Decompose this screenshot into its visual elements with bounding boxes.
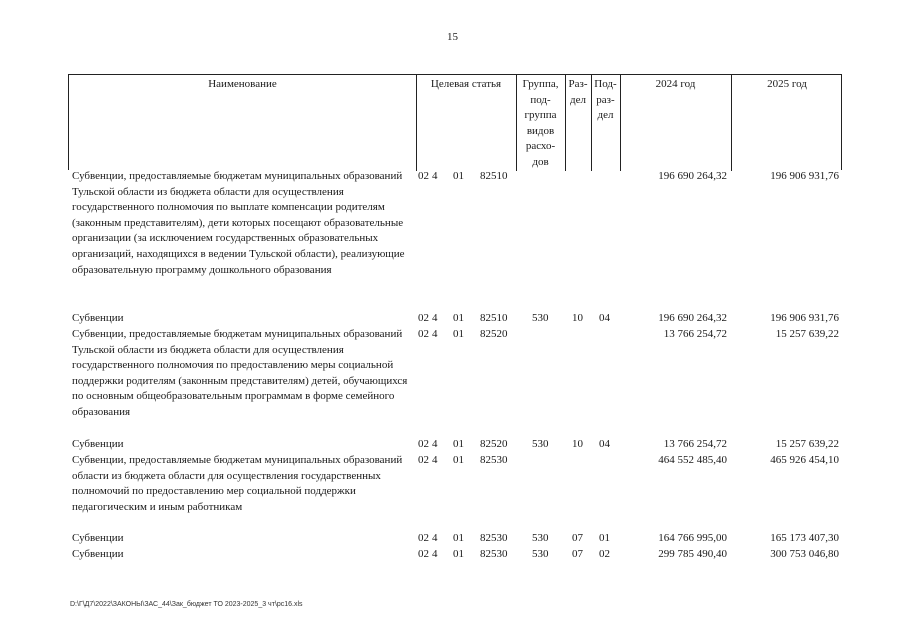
row-name: Субвенции — [72, 548, 124, 560]
header-year-2025: 2025 год — [767, 78, 807, 90]
page-number: 15 — [447, 31, 458, 43]
value-2024: 464 552 485,40 — [658, 454, 727, 466]
row-name: Субвенции, предоставляемые бюджетам муниципальных образований области из бюджета области для осуществления государственных полномочий по предоставлению мер социальной поддержки педагогическим и иным работникам — [72, 454, 403, 513]
value-2025: 465 926 454,10 — [770, 454, 839, 466]
header-section-line: дел — [570, 93, 586, 106]
group-code: 530 — [532, 532, 549, 544]
group-code: 530 — [532, 438, 549, 450]
target-part: 01 — [453, 454, 464, 466]
target-part: 82510 — [480, 170, 508, 182]
section-code: 10 — [572, 312, 583, 324]
group-code: 530 — [532, 312, 549, 324]
value-2025: 165 173 407,30 — [770, 532, 839, 544]
header-group — [516, 77, 565, 170]
value-2024: 13 766 254,72 — [663, 438, 727, 450]
target-part: 02 — [418, 312, 429, 324]
target-part: 01 — [453, 312, 464, 324]
target-part: 4 — [432, 312, 438, 324]
target-part: 02 — [418, 532, 429, 544]
target-part: 01 — [453, 328, 464, 340]
value-2024: 196 690 264,32 — [658, 312, 727, 324]
subsection-code: 01 — [599, 532, 610, 544]
section-code: 07 — [572, 548, 583, 560]
table-header — [68, 74, 842, 170]
header-section-line: Раз- — [568, 78, 588, 90]
row-name: Субвенции — [72, 438, 124, 450]
subsection-code: 04 — [599, 438, 610, 450]
header-name: Наименование — [208, 78, 277, 90]
value-2025: 196 906 931,76 — [770, 170, 839, 182]
target-part: 82530 — [480, 548, 508, 560]
target-part: 01 — [453, 532, 464, 544]
header-group-line: Группа, — [522, 78, 559, 90]
target-part: 01 — [453, 438, 464, 450]
header-subsection-line: раз- — [596, 93, 615, 106]
value-2025: 15 257 639,22 — [775, 438, 839, 450]
header-target: Целевая статья — [430, 78, 502, 90]
section-code: 10 — [572, 438, 583, 450]
target-part: 4 — [432, 170, 438, 182]
header-subsection — [591, 77, 620, 124]
value-2025: 300 753 046,80 — [770, 548, 839, 560]
target-part: 82520 — [480, 328, 508, 340]
target-part: 02 — [418, 328, 429, 340]
target-part: 4 — [432, 438, 438, 450]
header-subsection-line: Под- — [594, 78, 617, 90]
target-part: 4 — [432, 328, 438, 340]
row-name: Субвенции, предоставляемые бюджетам муниципальных образований Тульской области из бюджета области для осуществления государственного полномочия по выплате компенсации родителям (законным представителям), дети которых посещают образовательные организации (за исключением государственных образовательных организаций, находящихся в ведении Тульской области), реализующие образовательную программу дошкольного образования — [72, 170, 405, 276]
target-part: 02 — [418, 438, 429, 450]
target-part: 4 — [432, 532, 438, 544]
target-part: 82520 — [480, 438, 508, 450]
target-part: 02 — [418, 170, 429, 182]
value-2025: 15 257 639,22 — [775, 328, 839, 340]
value-2024: 13 766 254,72 — [663, 328, 727, 340]
group-code: 530 — [532, 548, 549, 560]
subsection-code: 02 — [599, 548, 610, 560]
value-2025: 196 906 931,76 — [770, 312, 839, 324]
row-name: Субвенции — [72, 312, 124, 324]
target-part: 82510 — [480, 312, 508, 324]
file-path-footer: D:\Г\Д7\2022\ЗАКОНЫ\ЗАС_44\Зак_бюджет ТО 2023-2025_3 чт\рс16.xls — [70, 601, 303, 608]
header-subsection-line: дел — [597, 109, 614, 121]
header-group-line: дов — [532, 155, 549, 168]
subsection-code: 04 — [599, 312, 610, 324]
target-part: 82530 — [480, 454, 508, 466]
header-group-line: расхо- — [525, 140, 556, 152]
target-part: 01 — [453, 170, 464, 182]
header-year-2024: 2024 год — [655, 78, 696, 90]
target-part: 02 — [418, 454, 429, 466]
row-name: Субвенции — [72, 532, 124, 544]
target-part: 4 — [432, 454, 438, 466]
header-group-line: видов — [526, 124, 555, 137]
row-name: Субвенции, предоставляемые бюджетам муниципальных образований Тульской области из бюджета области для осуществления государственного полномочия по предоставлению меры социальной поддержки родителям (законным представителям) детей, обучающихся по основным общеобразовательным программам в форме семейного образования — [72, 328, 408, 418]
header-group-line: группа — [524, 109, 557, 121]
target-part: 02 — [418, 548, 429, 560]
target-part: 01 — [453, 548, 464, 560]
header-group-line: под- — [530, 93, 551, 106]
value-2024: 196 690 264,32 — [658, 170, 727, 182]
target-part: 82530 — [480, 532, 508, 544]
section-code: 07 — [572, 532, 583, 544]
header-section — [565, 77, 591, 108]
value-2024: 299 785 490,40 — [658, 548, 727, 560]
value-2024: 164 766 995,00 — [658, 532, 727, 544]
target-part: 4 — [432, 548, 438, 560]
